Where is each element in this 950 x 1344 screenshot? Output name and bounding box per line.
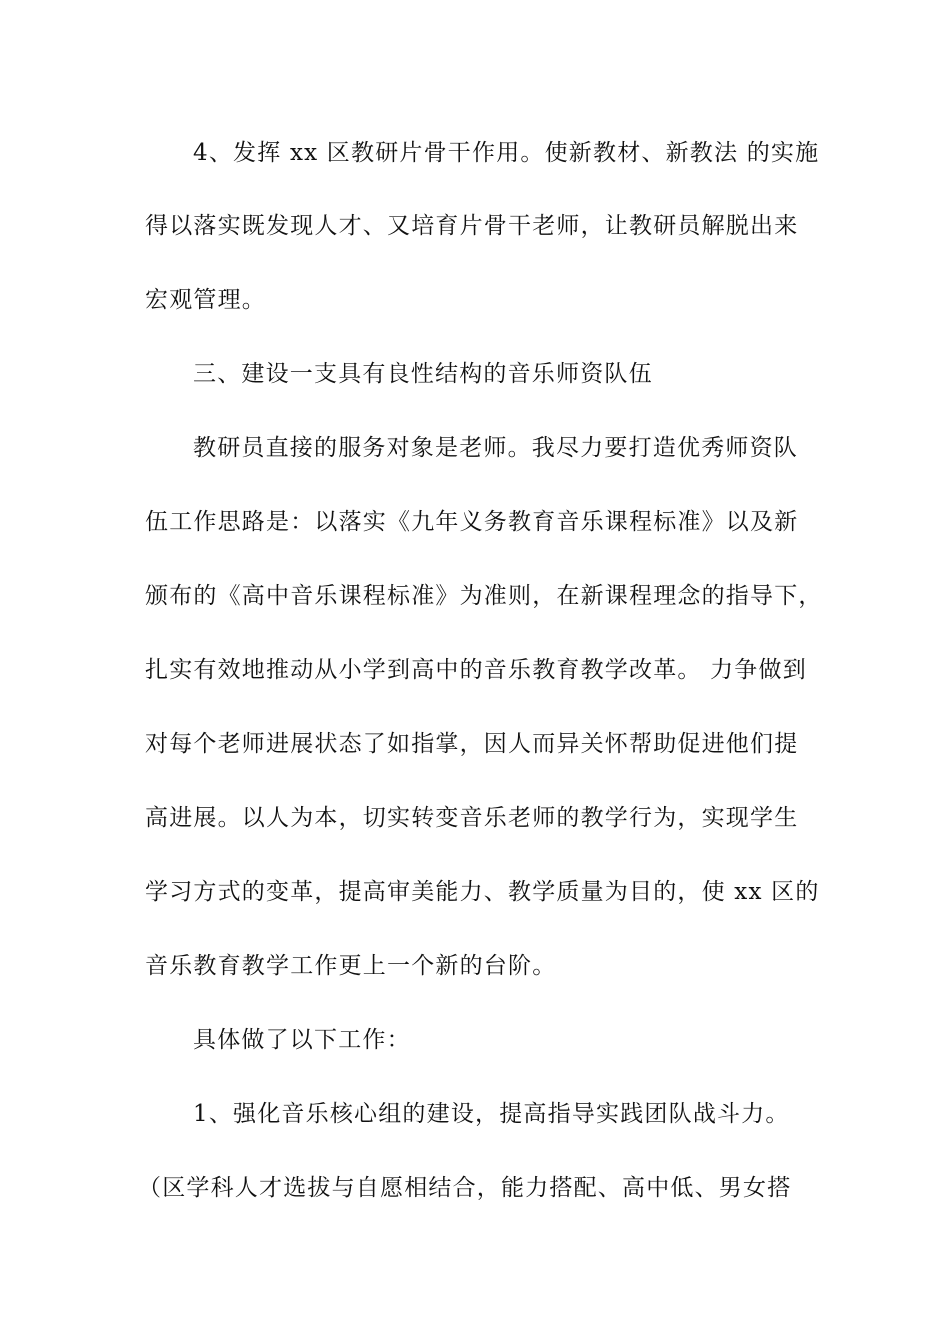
text-line: 学习方式的变革，提高审美能力、教学质量为目的，使 xx 区的 [145,879,820,905]
text-line: （区学科人才选拔与自愿相结合，能力搭配、高中低、男女搭 [138,1175,792,1201]
section-heading: 三、建设一支具有良性结构的音乐师资队伍 [193,361,653,387]
text-line: 4、发挥 xx 区教研片骨干作用。使新教材、新教法 的实施 [193,140,820,166]
text-line: 颁布的《高中音乐课程标准》为准则，在新课程理念的指导下， [145,583,823,609]
list-item: 1、强化音乐核心组的建设，提高指导实践团队战斗力。 [193,1101,790,1127]
text-line: 教研员直接的服务对象是老师。我尽力要打造优秀师资队 [193,435,798,461]
text-line: 得以落实既发现人才、又培育片骨干老师，让教研员解脱出来 [145,213,799,239]
text-line: 音乐教育教学工作更上一个新的台阶。 [145,953,557,979]
text-line: 高进展。以人为本，切实转变音乐老师的教学行为，实现学生 [145,805,799,831]
text-line: 对每个老师进展状态了如指掌，因人而异关怀帮助促进他们提 [145,731,799,757]
text-line: 伍工作思路是：以落实《九年义务教育音乐课程标准》以及新 [145,509,799,535]
text-line: 扎实有效地推动从小学到高中的音乐教育教学改革。 力争做到 [145,657,807,683]
text-line: 宏观管理。 [145,287,266,313]
text-line: 具体做了以下工作： [193,1027,411,1053]
